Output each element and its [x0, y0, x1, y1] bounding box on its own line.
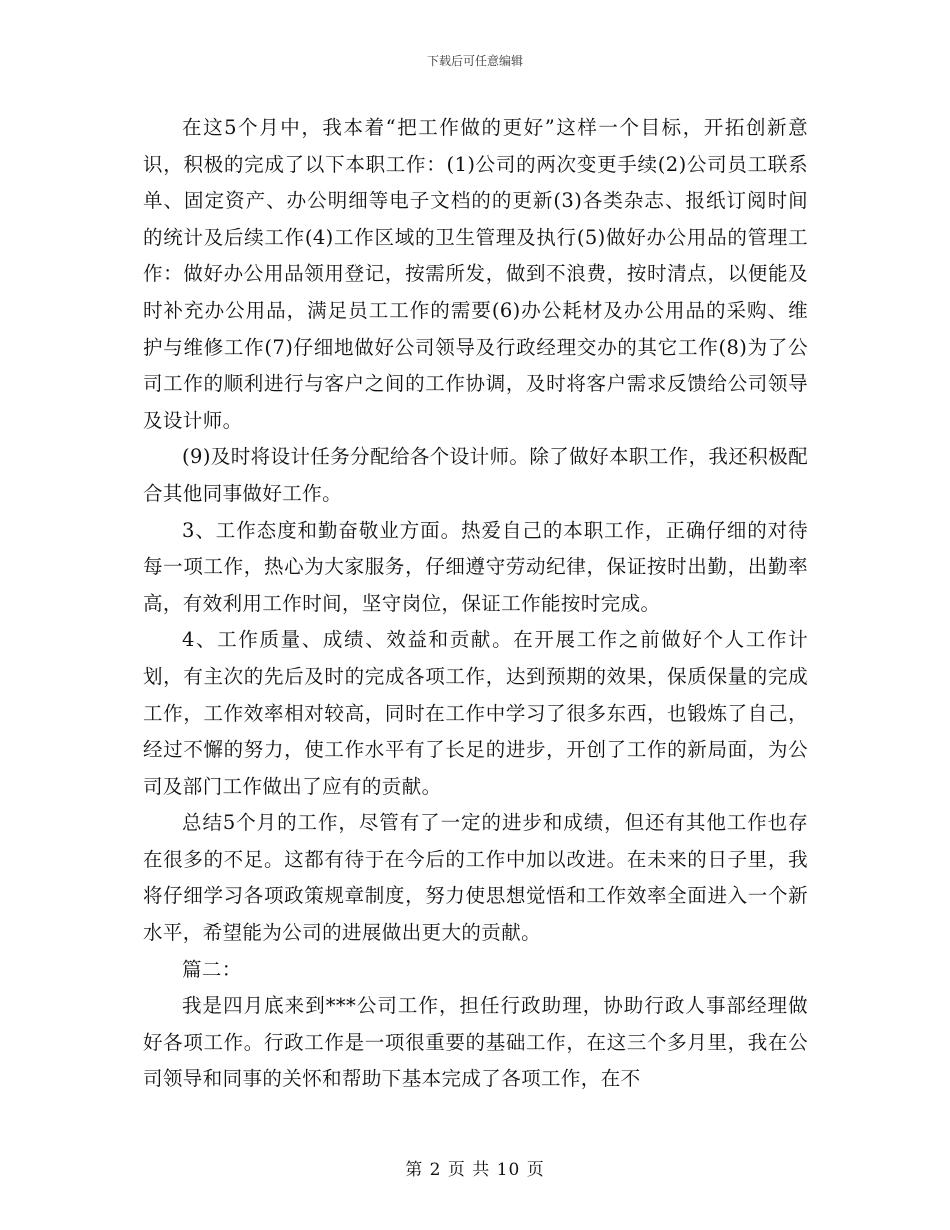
document-body	[143, 110, 808, 1098]
paragraph-4: 4、工作质量、成绩、效益和贡献。在开展工作之前做好个人工作计划，有主次的先后及时的完成各项工作，达到预期的效果，保质保量的完成工作，工作效率相对较高，同时在工作中学习了很多东西，也锻炼了自己，经过不懈的努力，使工作水平有了长足的进步，开创了工作的新局面，为公司及部门工作做出了应有的贡献。	[143, 628, 808, 798]
paragraph-3: 3、工作态度和勤奋敬业方面。热爱自己的本职工作，正确仔细的对待每一项工作，热心为大家服务，仔细遵守劳动纪律，保证按时出勤，出勤率高，有效利用工作时间，坚守岗位，保证工作能按时完成。	[143, 518, 808, 615]
paragraph-2: (9)及时将设计任务分配给各个设计师。除了做好本职工作，我还积极配合其他同事做好工作。	[143, 445, 808, 505]
paragraph-5: 总结5个月的工作，尽管有了一定的进步和成绩，但还有其他工作也存在很多的不足。这都有待于在今后的工作中加以改进。在未来的日子里，我将仔细学习各项政策规章制度，努力使思想觉悟和工作效率全面进入一个新水平，希望能为公司的进展做出更大的贡献。	[143, 811, 808, 945]
section-heading: 篇二：	[182, 957, 242, 981]
paragraph-6: 我是四月底来到***公司工作，担任行政助理，协助行政人事部经理做好各项工作。行政工作是一项很重要的基础工作，在这三个多月里，我在公司领导和同事的关怀和帮助下基本完成了各项工作，在不	[143, 994, 808, 1091]
page-footer: 第 2 页 共 10 页	[405, 1160, 545, 1180]
page-header: 下载后可任意编辑	[426, 54, 523, 68]
paragraph-1: 在这5个月中，我本着“把工作做的更好”这样一个目标，开拓创新意识，积极的完成了以下本职工作：(1)公司的两次变更手续(2)公司员工联系单、固定资产、办公明细等电子文档的的更新(3)各类杂志、报纸订阅时间的统计及后续工作(4)工作区域的卫生管理及执行(5)做好办公用品的管理工作：做好办公用品领用登记，按需所发，做到不浪费，按时清点，以便能及时补充办公用品，满足员工工作的需要(6)办公耗材及办公用品的采购、维护与维修工作(7)仔细地做好公司领导及行政经理交办的其它工作(8)为了公司工作的顺利进行与客户之间的工作协调，及时将客户需求反馈给公司领导及设计师。	[143, 116, 808, 432]
